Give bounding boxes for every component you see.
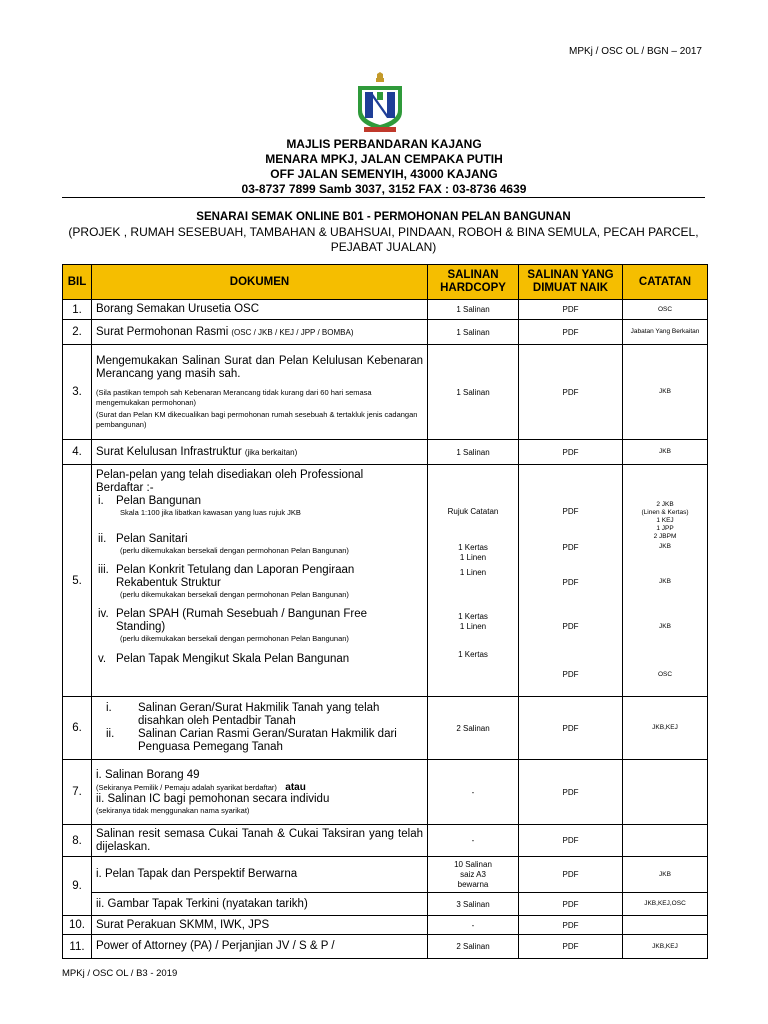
upload-cell: PDF xyxy=(519,300,623,320)
document-cell xyxy=(92,916,428,935)
document-text: Salinan resit semasa Cukai Tanah & Cukai Taksiran yang telah dijelaskan. xyxy=(96,827,423,853)
checklist-table xyxy=(62,264,708,959)
note-item: 1 JPP xyxy=(656,525,674,532)
row-number: 9. xyxy=(63,857,92,916)
table-row xyxy=(63,825,708,857)
item-number: i. xyxy=(106,702,112,714)
item-number: ii. xyxy=(98,533,107,545)
header-divider xyxy=(62,197,705,198)
note-item: 2 JBPM xyxy=(653,533,677,540)
note-cell: JKB,KEJ xyxy=(623,935,708,959)
document-cell xyxy=(92,345,428,440)
document-small-note: (jika berkaitan) xyxy=(244,447,298,457)
table-row xyxy=(63,916,708,935)
document-note: (Sila pastikan tempoh sah Kebenaran Merancang tidak kurang dari 60 hari semasa mengemukakan permohonan) xyxy=(96,387,372,407)
item-label: Pelan Konkrit Tetulang dan Laporan Pengiraan Rekabentuk Struktur xyxy=(116,564,355,589)
row-number: 11. xyxy=(63,935,92,959)
hardcopy-cell: 1 Salinan xyxy=(428,300,519,320)
hardcopy-cell: 1 Salinan xyxy=(428,320,519,345)
note-cell: OSC xyxy=(623,300,708,320)
council-street: OFF JALAN SEMENYIH, 43000 KAJANG xyxy=(270,167,498,181)
upload-cell: PDF xyxy=(519,697,623,760)
hardcopy-cell: 2 Salinan xyxy=(428,697,519,760)
item-label: i. Salinan Borang 49 xyxy=(96,769,200,781)
upload-cell: PDF xyxy=(519,857,623,893)
plan-item xyxy=(96,495,423,508)
header-dokumen: DOKUMEN xyxy=(92,265,428,300)
note-item: 2 JKB xyxy=(656,501,674,508)
table-row xyxy=(63,465,708,697)
header-upload: SALINAN YANG DIMUAT NAIK xyxy=(519,265,623,300)
table-row xyxy=(63,857,708,893)
council-header xyxy=(0,137,768,197)
council-name: MAJLIS PERBANDARAN KAJANG xyxy=(286,137,482,151)
table-row xyxy=(63,893,708,916)
document-cell xyxy=(92,465,428,697)
note-cell xyxy=(623,465,708,697)
item-label: ii. Salinan IC bagi pemohonan secara individu xyxy=(96,793,330,805)
hardcopy-item: 1 Linen xyxy=(459,622,487,631)
note-cell xyxy=(623,825,708,857)
hardcopy-cell xyxy=(428,465,519,697)
hardcopy-cell: 1 Salinan xyxy=(428,345,519,440)
item-note: (sekiranya tidak menggunakan nama syarikat) xyxy=(96,806,250,815)
upload-cell: PDF xyxy=(519,916,623,935)
checklist-main-title: SENARAI SEMAK ONLINE B01 - PERMOHONAN PELAN BANGUNAN xyxy=(196,211,571,223)
hardcopy-cell: - xyxy=(428,916,519,935)
note-item: JKB xyxy=(659,543,671,550)
hardcopy-item: 10 Salinan xyxy=(454,859,492,869)
upload-cell: PDF xyxy=(519,825,623,857)
document-text: i. Pelan Tapak dan Perspektif Berwarna xyxy=(96,868,298,880)
document-text: ii. Gambar Tapak Terkini (nyatakan tarikh) xyxy=(96,897,308,910)
checklist-subtitle: (PROJEK , RUMAH SESEBUAH, TAMBAHAN & UBAHSUAI, PINDAAN, ROBOH & BINA SEMULA, PECAH PARCEL, PEJABAT JUALAN) xyxy=(68,225,699,254)
upload-cell: PDF xyxy=(519,935,623,959)
table-row xyxy=(63,760,708,825)
hardcopy-cell: 2 Salinan xyxy=(428,935,519,959)
upload-item: PDF xyxy=(562,543,579,552)
item-label: Salinan Carian Rasmi Geran/Suratan Hakmilik dari Penguasa Pemegang Tanah xyxy=(138,728,397,753)
item-number: iii. xyxy=(98,564,109,576)
document-text: Surat Permohonan Rasmi xyxy=(96,325,229,338)
upload-cell: PDF xyxy=(519,440,623,465)
hardcopy-cell: - xyxy=(428,825,519,857)
upload-item: PDF xyxy=(562,578,579,587)
grant-item xyxy=(96,728,423,754)
note-item: 1 KEJ xyxy=(656,517,674,524)
note-cell: JKB,KEJ,OSC xyxy=(623,893,708,916)
hardcopy-item: Rujuk Catatan xyxy=(447,507,499,516)
plan-item xyxy=(96,653,423,666)
grant-item xyxy=(96,702,423,728)
row-number: 5. xyxy=(63,465,92,697)
header-bil: BIL xyxy=(63,265,92,300)
upload-cell xyxy=(519,465,623,697)
item-number: ii. xyxy=(106,728,115,740)
note-cell: JKB xyxy=(623,440,708,465)
upload-item: PDF xyxy=(562,507,579,516)
item-label: Salinan Geran/Surat Hakmilik Tanah yang telah disahkan oleh Pentadbir Tanah xyxy=(138,702,380,727)
plan-item xyxy=(96,533,423,546)
upload-cell: PDF xyxy=(519,345,623,440)
item-note: (perlu dikemukakan bersekali dengan permohonan Pelan Bangunan) xyxy=(120,546,349,555)
header-hardcopy: SALINAN HARDCOPY xyxy=(428,265,519,300)
hardcopy-item: saiz A3 xyxy=(460,869,486,879)
hardcopy-cell: 1 Salinan xyxy=(428,440,519,465)
table-row xyxy=(63,697,708,760)
header-catatan: CATATAN xyxy=(623,265,708,300)
document-note: (Surat dan Pelan KM dikecualikan bagi permohonan rumah sesebuah & tertakluk jenis cadangan pembangunan) xyxy=(96,409,418,429)
document-text: Borang Semakan Urusetia OSC xyxy=(96,303,259,315)
document-cell xyxy=(92,935,428,959)
item-label: Pelan SPAH (Rumah Sesebuah / Bangunan Free Standing) xyxy=(116,608,368,633)
document-cell xyxy=(92,440,428,465)
hardcopy-cell: 3 Salinan xyxy=(428,893,519,916)
document-text: Surat Kelulusan Infrastruktur xyxy=(96,445,242,458)
note-item: OSC xyxy=(657,671,673,678)
hardcopy-cell: - xyxy=(428,760,519,825)
document-cell xyxy=(92,857,428,893)
note-item: JKB xyxy=(659,623,671,630)
plan-item xyxy=(96,564,423,590)
row-number: 8. xyxy=(63,825,92,857)
table-row xyxy=(63,320,708,345)
table-row xyxy=(63,935,708,959)
document-cell xyxy=(92,893,428,916)
row-number: 6. xyxy=(63,697,92,760)
hardcopy-item: 1 Kertas xyxy=(458,650,488,659)
plan-item xyxy=(96,608,423,634)
hardcopy-item: 1 Kertas xyxy=(458,543,488,552)
document-cell xyxy=(92,825,428,857)
row-number: 7. xyxy=(63,760,92,825)
item-label: Pelan Bangunan xyxy=(116,495,202,507)
item-number: v. xyxy=(98,653,107,665)
table-row xyxy=(63,440,708,465)
table-row xyxy=(63,345,708,440)
item-number: iv. xyxy=(98,608,109,620)
note-item: JKB xyxy=(659,578,671,585)
hardcopy-item: 1 Kertas xyxy=(458,612,488,621)
row-number: 2. xyxy=(63,320,92,345)
document-small-note: (OSC / JKB / KEJ / JPP / BOMBA) xyxy=(231,327,354,337)
item-note: (perlu dikemukakan bersekali dengan permohonan Pelan Bangunan) xyxy=(120,590,349,599)
document-text: Power of Attorney (PA) / Perjanjian JV / S & P / xyxy=(96,940,335,952)
item-note-line xyxy=(96,782,423,793)
item-note: Skala 1:100 jika libatkan kawasan yang luas rujuk JKB xyxy=(120,508,301,517)
hardcopy-item: 1 Linen xyxy=(459,568,487,577)
item-number: i. xyxy=(98,495,104,507)
row-number: 4. xyxy=(63,440,92,465)
upload-cell: PDF xyxy=(519,320,623,345)
table-row xyxy=(63,300,708,320)
table-header-row xyxy=(63,265,708,300)
document-cell xyxy=(92,760,428,825)
document-text: Mengemukakan Salinan Surat dan Pelan Kelulusan Kebenaran Merancang yang masih sah. xyxy=(96,354,423,380)
item-label: Pelan Tapak Mengikut Skala Pelan Bangunan xyxy=(116,653,350,665)
checklist-title xyxy=(62,210,705,255)
upload-cell: PDF xyxy=(519,760,623,825)
hardcopy-cell xyxy=(428,857,519,893)
mpkj-logo xyxy=(352,72,408,134)
document-cell xyxy=(92,300,428,320)
document-code-top: MPKj / OSC OL / BGN – 2017 xyxy=(568,46,702,57)
item-note: (perlu dikemukakan bersekali dengan permohonan Pelan Bangunan) xyxy=(120,634,349,643)
or-label: atau xyxy=(285,782,306,793)
upload-cell: PDF xyxy=(519,893,623,916)
row-number: 1. xyxy=(63,300,92,320)
document-code-bottom: MPKj / OSC OL / B3 - 2019 xyxy=(62,968,178,979)
note-cell: JKB xyxy=(623,857,708,893)
document-cell xyxy=(92,697,428,760)
note-cell: JKB,KEJ xyxy=(623,697,708,760)
hardcopy-item: 1 Linen xyxy=(459,553,487,562)
note-cell: JKB xyxy=(623,345,708,440)
upload-item: PDF xyxy=(562,622,579,631)
note-cell: Jabatan Yang Berkaitan xyxy=(623,320,708,345)
document-cell xyxy=(92,320,428,345)
item-note: (Sekiranya Pemilik / Pemaju adalah syarikat berdaftar) xyxy=(96,783,277,792)
document-text: Pelan-pelan yang telah disediakan oleh Professional Berdaftar :- xyxy=(96,469,364,494)
council-building: MENARA MPKJ, JALAN CEMPAKA PUTIH xyxy=(265,152,503,166)
council-phone: 03-8737 7899 Samb 3037, 3152 FAX : 03-8736 4639 xyxy=(241,182,527,196)
row-number: 3. xyxy=(63,345,92,440)
note-item: (Linen & Kertas) xyxy=(641,509,689,516)
hardcopy-item: bewarna xyxy=(457,879,489,889)
note-cell xyxy=(623,916,708,935)
item-label: Pelan Sanitari xyxy=(116,533,188,545)
document-text: Surat Perakuan SKMM, IWK, JPS xyxy=(96,918,270,931)
row-number: 10. xyxy=(63,916,92,935)
upload-item: PDF xyxy=(562,670,579,679)
note-cell xyxy=(623,760,708,825)
